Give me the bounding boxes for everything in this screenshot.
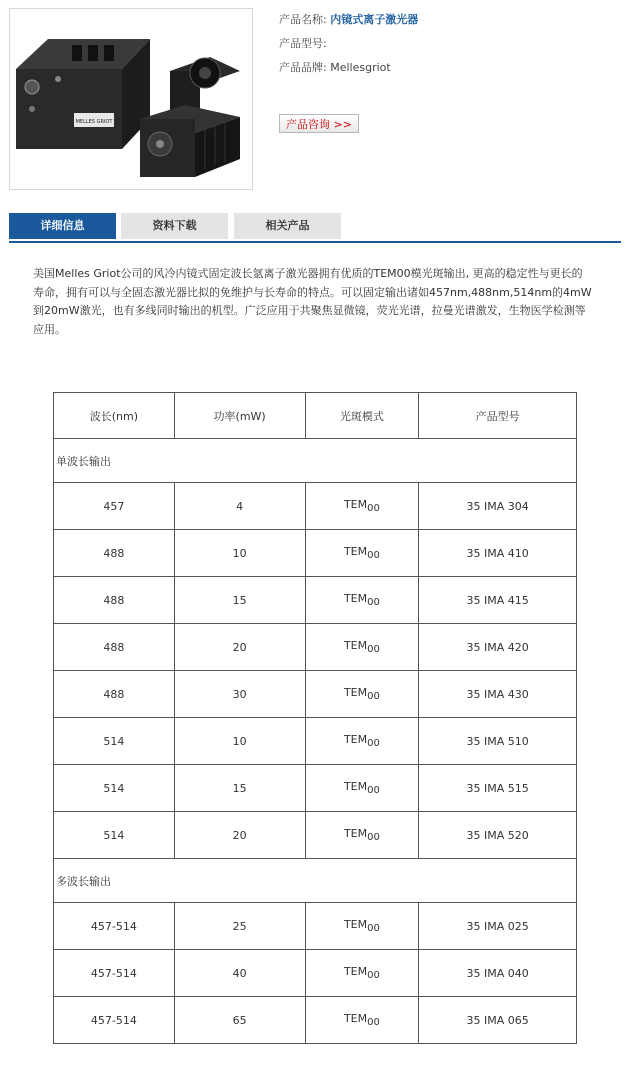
cell-mode <box>305 671 419 718</box>
cell-power: 30 <box>174 671 305 718</box>
product-name-label: 产品名称: <box>279 13 327 26</box>
mode-subscript: 00 <box>367 832 380 843</box>
cell-model: 35 IMA 420 <box>419 624 577 671</box>
cell-wavelength: 457 <box>54 483 175 530</box>
cell-model: 35 IMA 304 <box>419 483 577 530</box>
product-description: 美国Melles Griot公司的风冷内镜式固定波长氩离子激光器拥有优质的TEM00模光斑输出, 更高的稳定性与更长的寿命，拥有可以与全固态激光器比拟的免维护与长寿命的特点。可以固定输出诸如457nm,488nm,514nm的4mW到20mW激光，也有多线同时输出的机型。广泛应用于共聚焦显微镜，荧光光谱，拉曼光谱激发，生物医学检测等应用。 <box>33 267 592 336</box>
header-wavelength: 波长(nm) <box>54 393 175 439</box>
mode-subscript: 00 <box>367 691 380 702</box>
product-name-row <box>279 12 418 36</box>
header-mode: 光斑模式 <box>305 393 419 439</box>
cell-wavelength: 488 <box>54 530 175 577</box>
cell-mode <box>305 530 419 577</box>
mode-base: TEM <box>343 545 368 558</box>
table-row <box>54 718 577 765</box>
table-row <box>54 671 577 718</box>
product-model-label: 产品型号: <box>279 37 327 50</box>
cell-model: 35 IMA 515 <box>419 765 577 812</box>
cell-model: 35 IMA 430 <box>419 671 577 718</box>
mode-base: TEM <box>343 965 368 978</box>
mode-subscript: 00 <box>367 1017 380 1028</box>
mode-subscript: 00 <box>367 644 380 655</box>
cell-wavelength: 457-514 <box>54 997 175 1044</box>
mode-base: TEM <box>343 686 368 699</box>
cell-power: 20 <box>174 624 305 671</box>
product-consult-button[interactable]: 产品咨询 >> <box>279 114 359 133</box>
mode-subscript: 00 <box>367 785 380 796</box>
mode-base: TEM <box>343 498 368 511</box>
mode-subscript: 00 <box>367 550 380 561</box>
mode-subscript: 00 <box>367 597 380 608</box>
cell-model: 35 IMA 415 <box>419 577 577 624</box>
cell-wavelength: 514 <box>54 765 175 812</box>
cell-mode <box>305 577 419 624</box>
product-brand-row <box>279 60 418 84</box>
cell-model: 35 IMA 040 <box>419 950 577 997</box>
cell-model: 35 IMA 520 <box>419 812 577 859</box>
cell-power: 10 <box>174 530 305 577</box>
mode-base: TEM <box>343 780 368 793</box>
tab-downloads[interactable]: 资料下载 <box>121 213 228 239</box>
header-model: 产品型号 <box>419 393 577 439</box>
spec-table <box>53 392 577 1044</box>
mode-base: TEM <box>343 592 368 605</box>
product-image <box>9 8 253 190</box>
table-row <box>54 624 577 671</box>
table-row <box>54 812 577 859</box>
cell-model: 35 IMA 025 <box>419 903 577 950</box>
cell-power: 40 <box>174 950 305 997</box>
product-info <box>279 12 418 84</box>
table-group-row <box>54 859 577 903</box>
table-row <box>54 765 577 812</box>
cell-mode <box>305 765 419 812</box>
cell-mode <box>305 950 419 997</box>
mode-subscript: 00 <box>367 738 380 749</box>
cell-power: 10 <box>174 718 305 765</box>
tab-related-products[interactable]: 相关产品 <box>234 213 341 239</box>
cell-wavelength: 457-514 <box>54 950 175 997</box>
laser-product-illustration <box>10 9 252 189</box>
cell-power: 20 <box>174 812 305 859</box>
cell-mode <box>305 624 419 671</box>
image-brand-text: MELLES GRIOT <box>75 119 113 125</box>
product-brand-value: Mellesgriot <box>330 61 391 74</box>
cell-wavelength: 514 <box>54 812 175 859</box>
group-title: 单波长输出 <box>54 439 577 483</box>
cell-mode <box>305 483 419 530</box>
cell-mode <box>305 903 419 950</box>
cell-wavelength: 488 <box>54 671 175 718</box>
product-model-row <box>279 36 418 60</box>
cell-wavelength: 488 <box>54 624 175 671</box>
cell-power: 15 <box>174 765 305 812</box>
mode-base: TEM <box>343 827 368 840</box>
cell-power: 15 <box>174 577 305 624</box>
cell-model: 35 IMA 510 <box>419 718 577 765</box>
tab-details[interactable]: 详细信息 <box>9 213 116 239</box>
table-row <box>54 950 577 997</box>
cell-power: 25 <box>174 903 305 950</box>
mode-subscript: 00 <box>367 503 380 514</box>
product-brand-label: 产品品牌: <box>279 61 327 74</box>
product-name-value: 内镜式离子激光器 <box>330 13 419 26</box>
table-row <box>54 483 577 530</box>
cell-wavelength: 514 <box>54 718 175 765</box>
cell-mode <box>305 812 419 859</box>
mode-base: TEM <box>343 1012 368 1025</box>
cell-mode <box>305 997 419 1044</box>
table-header-row <box>54 393 577 439</box>
cell-mode <box>305 718 419 765</box>
table-row <box>54 530 577 577</box>
table-group-row <box>54 439 577 483</box>
table-row <box>54 997 577 1044</box>
mode-base: TEM <box>343 733 368 746</box>
table-row <box>54 903 577 950</box>
mode-subscript: 00 <box>367 970 380 981</box>
cell-power: 65 <box>174 997 305 1044</box>
mode-base: TEM <box>343 918 368 931</box>
group-title: 多波长输出 <box>54 859 577 903</box>
mode-base: TEM <box>343 639 368 652</box>
mode-subscript: 00 <box>367 923 380 934</box>
tab-bar <box>9 213 621 243</box>
header-power: 功率(mW) <box>174 393 305 439</box>
cell-power: 4 <box>174 483 305 530</box>
table-row <box>54 577 577 624</box>
cell-model: 35 IMA 410 <box>419 530 577 577</box>
cell-model: 35 IMA 065 <box>419 997 577 1044</box>
cell-wavelength: 488 <box>54 577 175 624</box>
cell-wavelength: 457-514 <box>54 903 175 950</box>
